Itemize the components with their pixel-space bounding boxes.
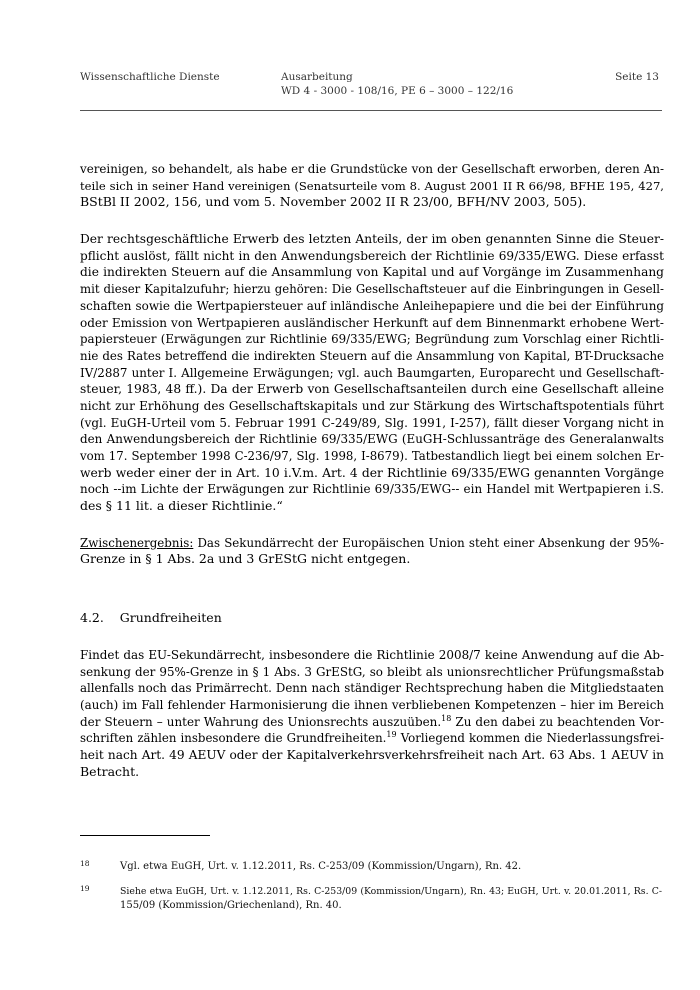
text-line: Betracht.: [80, 763, 140, 779]
text-line: des § 11 lit. a dieser Richtlinie.“: [80, 498, 283, 514]
paragraph-quote-continuation: [80, 161, 664, 211]
paragraph-quote-main: [80, 231, 664, 515]
interim-result-label: Zwischenergebnis:: [80, 535, 194, 550]
text-line: vereinigen, so behandelt, als habe er die Grundstücke von der Gesellschaft erworben, deren An-: [80, 162, 664, 176]
text-line: BStBl II 2002, 156, und vom 5. November 2002 II R 23/00, BFH/NV 2003, 505).: [80, 194, 587, 210]
footnote-text: Vgl. etwa EuGH, Urt. v. 1.12.2011, Rs. C-253/09 (Kommission/Ungarn), Rn. 42.: [120, 861, 522, 872]
footnote-number: 19: [80, 884, 90, 893]
footnote-number: 18: [80, 859, 90, 868]
section-number: 4.2.: [80, 610, 104, 626]
text-line: papiersteuer (Erwägungen zur Richtlinie 69/335/EWG; Begründung zum Vorschlag einer Richtli-: [80, 332, 664, 347]
text-segment: Zu den dabei zu beachtenden Vor-: [451, 714, 665, 729]
text-line: heit nach Art. 49 AEUV oder der Kapitalverkehrsverkehrsfreiheit nach Art. 63 Abs. 1 AEUV in: [80, 747, 664, 762]
text-line: [80, 535, 664, 552]
text-line: werb weder einer der in Art. 10 i.V.m. Art. 4 der Richtlinie 69/335/EWG genannten Vorgänge: [80, 465, 664, 480]
text-segment: Vorliegend kommen die Niederlassungsfrei-: [396, 731, 664, 746]
header-divider: [80, 110, 662, 111]
header-document-info: [281, 70, 513, 98]
text-line: pflicht auslöst, fällt nicht in den Anwendungsbereich der Richtlinie 69/335/EWG. Diese erfasst: [80, 248, 664, 263]
header-doc-type: Ausarbeitung: [281, 71, 353, 83]
footnote-19: [80, 885, 662, 912]
text-line: noch --im Lichte der Erwägungen zur Richtlinie 69/335/EWG-- ein Handel mit Wertpapieren i.S.: [80, 482, 664, 497]
text-line: mit dieser Kapitalzufuhr; hierzu gehören: Die Gesellschaftsteuer auf die Einbringungen in Gesell-: [80, 282, 664, 297]
text-line: die indirekten Steuern auf die Ansammlung von Kapital und auf Vorgänge im Zusammenhang: [80, 265, 664, 280]
interim-result-text: Das Sekundärrecht der Europäischen Union steht einer Absenkung der 95%-: [193, 535, 664, 550]
text-line: senkung der 95%-Grenze in § 1 Abs. 3 GrEStG, so bleibt als unionsrechtlicher Prüfungsmaßstab: [80, 664, 664, 679]
main-text: [80, 161, 664, 780]
text-line: (vgl. EuGH-Urteil vom 5. Februar 1991 C-249/89, Slg. 1991, I-257), fällt dieser Vorgang nicht in: [80, 415, 664, 430]
text-line: [80, 730, 664, 747]
text-line: (auch) im Fall fehlender Harmonisierung die ihnen verbliebenen Kompetenzen – hier im Bereich: [80, 697, 664, 712]
paragraph-fundamental-freedoms: [80, 647, 664, 781]
text-line: IV/2887 unter I. Allgemeine Erwägungen; vgl. auch Baumgarten, Europarecht und Gesellschaft-: [80, 365, 664, 380]
text-line: Grenze in § 1 Abs. 2a und 3 GrEStG nicht entgegen.: [80, 551, 411, 567]
text-line: Findet das EU-Sekundärrecht, insbesondere die Richtlinie 2008/7 keine Anwendung auf die Ab-: [80, 647, 664, 662]
header-page-number: Seite 13: [615, 71, 659, 83]
footnote-ref-18[interactable]: 18: [441, 713, 452, 723]
paragraph-interim-result: [80, 535, 664, 568]
header-doc-reference: WD 4 - 3000 - 108/16, PE 6 – 3000 – 122/16: [281, 85, 514, 97]
footnote-ref-19[interactable]: 19: [386, 730, 397, 740]
footnote-18: [80, 860, 662, 874]
text-segment: der Steuern – unter Wahrung des Unionsrechts auszuüben.: [80, 714, 442, 729]
text-line: den Anwendungsbereich der Richtlinie 69/335/EWG (EuGH-Schlussanträge des Generalanwalts: [80, 432, 664, 447]
text-line: nie des Rates betreffend die indirekten Steuern auf die Ansammlung von Kapital, BT-Drucksache: [80, 348, 664, 363]
text-line: oder Emission von Wertpapieren ausländischer Herkunft auf dem Binnenmarkt erhobene Wert-: [80, 315, 664, 330]
text-segment: schriften zählen insbesondere die Grundfreiheiten.: [80, 731, 387, 746]
text-line: [80, 714, 664, 731]
text-line: teile sich in seiner Hand vereinigen (Senatsurteile vom 8. August 2001 II R 66/98, BFHE 195, 427,: [80, 178, 664, 193]
text-line: nicht zur Erhöhung des Gesellschaftskapitals und zur Stärkung des Wirtschaftspotentials führt: [80, 398, 664, 413]
section-heading: [80, 610, 664, 627]
text-line: Der rechtsgeschäftliche Erwerb des letzten Anteils, der im oben genannten Sinne die Steuer-: [80, 232, 664, 247]
section-title: Grundfreiheiten: [119, 610, 222, 626]
footnote-divider: [80, 835, 210, 836]
text-line: vom 17. September 1998 C-236/97, Slg. 1998, I-8679). Tatbestandlich liegt bei einem solchen Er-: [80, 449, 664, 463]
footnote-text: 155/09 (Kommission/Griechenland), Rn. 40.: [120, 899, 342, 911]
footnote-text: Siehe etwa EuGH, Urt. v. 1.12.2011, Rs. C-253/09 (Kommission/Ungarn), Rn. 43; EuGH, Urt. v. 20.01.2011, Rs. C-: [120, 886, 662, 897]
text-line: allenfalls noch das Primärrecht. Denn nach ständiger Rechtsprechung haben die Mitgliedstaaten: [80, 681, 664, 696]
text-line: schaften sowie die Wertpapiersteuer auf inländische Anleihepapiere und die bei der Einführung: [80, 298, 664, 313]
header-institution: Wissenschaftliche Dienste: [80, 71, 220, 83]
text-line: steuer, 1983, 48 ff.). Da der Erwerb von Gesellschaftsanteilen durch eine Gesellschaft alleine: [80, 382, 664, 397]
